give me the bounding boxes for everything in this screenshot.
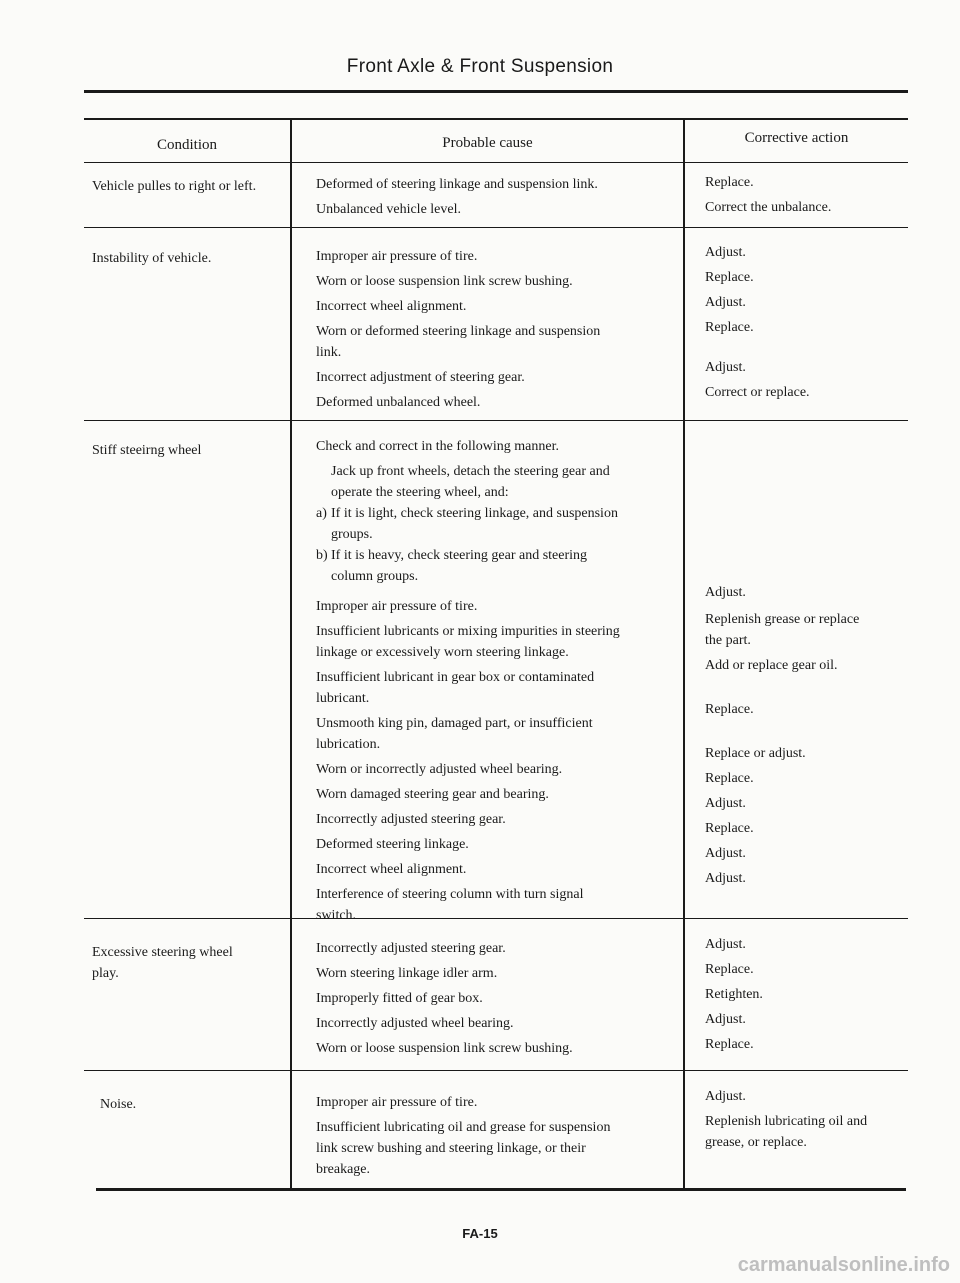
cause-line: Deformed unbalanced wheel. [316, 395, 481, 410]
row-5-cause [316, 1094, 676, 1186]
action-line: Add or replace gear oil. [705, 658, 838, 673]
cause-line: Worn or loose suspension link screw bushing. [316, 1041, 573, 1056]
header-probable-cause: Probable cause [442, 135, 533, 151]
row-3-condition [92, 442, 288, 467]
title-rule [84, 90, 908, 93]
action-line: Replace. [705, 320, 754, 335]
action-line: Replace. [705, 1037, 754, 1052]
header-rule [84, 162, 908, 163]
action-line: Replace. [705, 702, 754, 717]
row-rule-2 [84, 420, 908, 421]
action-line: Adjust. [705, 1012, 746, 1027]
cause-line: breakage. [316, 1162, 371, 1177]
action-line: Replace. [705, 962, 754, 977]
cause-line: Deformed of steering linkage and suspension link. [316, 177, 598, 192]
action-line: Replace or adjust. [705, 746, 806, 761]
cause-line: Worn damaged steering gear and bearing. [316, 787, 549, 802]
cause-line: operate the steering wheel, and: [331, 485, 509, 500]
table-bottom-rule [96, 1188, 906, 1191]
cause-sub-item-b [316, 547, 676, 565]
row-1-action [705, 174, 905, 224]
action-line: Adjust. [705, 871, 746, 886]
action-line: grease, or replace. [705, 1135, 807, 1150]
cause-line: If it is light, check steering linkage, and suspension [331, 506, 618, 521]
cause-line: Incorrect wheel alignment. [316, 299, 467, 314]
row-3-cause [316, 438, 676, 932]
action-line: Adjust. [705, 360, 746, 375]
action-line: Adjust. [705, 585, 746, 600]
condition-line: Instability of vehicle. [92, 251, 212, 266]
action-line: Retighten. [705, 987, 763, 1002]
cause-line: Jack up front wheels, detach the steering gear and [331, 464, 610, 479]
cause-line: lubrication. [316, 737, 381, 752]
column-divider-1 [290, 118, 292, 1190]
action-line: Replace. [705, 175, 754, 190]
column-divider-2 [683, 118, 685, 1190]
action-line: Adjust. [705, 846, 746, 861]
cause-line: Deformed steering linkage. [316, 837, 469, 852]
cause-line: Incorrectly adjusted steering gear. [316, 812, 506, 827]
cause-line: groups. [331, 527, 373, 542]
action-line: Replenish grease or replace [705, 612, 860, 627]
row-1-condition [92, 178, 288, 203]
action-line: Correct or replace. [705, 385, 810, 400]
condition-line: Stiff steeirng wheel [92, 443, 202, 458]
cause-line: link. [316, 345, 342, 360]
cause-line: Insufficient lubricant in gear box or contaminated [316, 670, 595, 685]
cause-line: Insufficient lubricating oil and grease for suspension [316, 1120, 611, 1135]
cause-line: Improper air pressure of tire. [316, 599, 478, 614]
condition-line: Noise. [100, 1097, 137, 1112]
row-5-condition [100, 1096, 288, 1121]
action-line: Adjust. [705, 245, 746, 260]
row-4-cause [316, 940, 676, 1065]
cause-line: linkage or excessively worn steering linkage. [316, 645, 569, 660]
item-label-b: b) [316, 548, 328, 563]
cause-line: Unbalanced vehicle level. [316, 202, 461, 217]
action-line: Adjust. [705, 796, 746, 811]
cause-line: If it is heavy, check steering gear and steering [331, 548, 588, 563]
row-4-action [705, 936, 905, 1061]
row-1-cause [316, 176, 676, 226]
page-number: FA-15 [462, 1226, 498, 1241]
action-line: Replace. [705, 821, 754, 836]
condition-line: play. [92, 966, 119, 981]
cause-line: Unsmooth king pin, damaged part, or insufficient [316, 716, 593, 731]
row-2-condition [92, 250, 288, 275]
row-2-action [705, 244, 905, 409]
cause-line: lubricant. [316, 691, 370, 706]
cause-line: Worn or incorrectly adjusted wheel bearing. [316, 762, 563, 777]
action-line: Adjust. [705, 295, 746, 310]
cause-line: Worn or loose suspension link screw bushing. [316, 274, 573, 289]
cause-line: Incorrect adjustment of steering gear. [316, 370, 525, 385]
cause-line: Improperly fitted of gear box. [316, 991, 483, 1006]
table-top-rule [84, 118, 908, 120]
row-rule-1 [84, 227, 908, 228]
action-line: the part. [705, 633, 751, 648]
row-rule-4 [84, 1070, 908, 1071]
page-title: Front Axle & Front Suspension [346, 56, 614, 77]
cause-line: Insufficient lubricants or mixing impurities in steering [316, 624, 620, 639]
header-corrective-action: Corrective action [744, 130, 849, 146]
cause-line: column groups. [331, 569, 419, 584]
cause-line: Incorrectly adjusted wheel bearing. [316, 1016, 514, 1031]
cause-line: link screw bushing and steering linkage, or their [316, 1141, 586, 1156]
action-line: Replace. [705, 771, 754, 786]
item-label-a: a) [316, 506, 327, 521]
condition-line: Excessive steering wheel [92, 945, 233, 960]
action-line: Adjust. [705, 1089, 746, 1104]
row-5-action [705, 1088, 905, 1159]
cause-line: Incorrectly adjusted steering gear. [316, 941, 506, 956]
action-line: Adjust. [705, 937, 746, 952]
action-line: Correct the unbalance. [705, 200, 832, 215]
cause-line: Worn steering linkage idler arm. [316, 966, 498, 981]
action-line: Replace. [705, 270, 754, 285]
cause-line: Improper air pressure of tire. [316, 1095, 478, 1110]
action-line: Replenish lubricating oil and [705, 1114, 868, 1129]
header-condition: Condition [156, 137, 217, 153]
condition-line: Vehicle pulles to right or left. [92, 179, 257, 194]
cause-line: switch. [316, 908, 357, 923]
cause-line: Interference of steering column with turn signal [316, 887, 584, 902]
watermark-text: carmanualsonline.info [737, 1254, 950, 1276]
row-2-cause [316, 248, 676, 419]
cause-line: Incorrect wheel alignment. [316, 862, 467, 877]
row-3-action [705, 584, 905, 895]
cause-sub-item-a [316, 505, 676, 523]
row-4-condition [92, 944, 288, 990]
cause-line: Worn or deformed steering linkage and suspension [316, 324, 601, 339]
cause-line: Check and correct in the following manner. [316, 439, 559, 454]
cause-line: Improper air pressure of tire. [316, 249, 478, 264]
